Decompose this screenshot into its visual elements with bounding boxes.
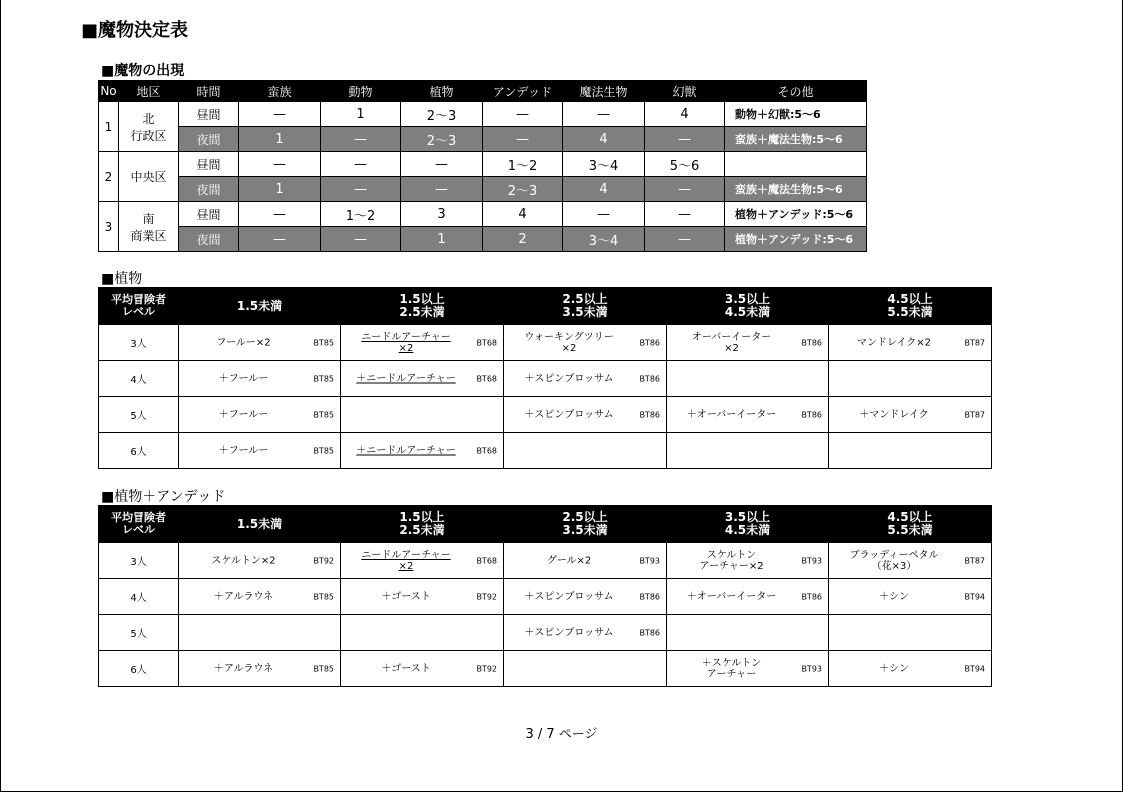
book-reference: BT85 [313,338,334,347]
monster-name: ＋ゴースト [381,591,431,602]
roll-cell: 5〜6 [645,152,725,177]
monster-cell [504,615,667,651]
roll-cell: — [321,227,401,252]
column-header: 1.5未満 [179,506,341,543]
roll-cell: 1 [321,102,401,127]
monster-name: ＋スピンブロッサム [524,373,614,384]
other-cell: 植物＋アンデッド:5〜6 [725,202,867,227]
district-number: 3 [99,202,119,252]
book-reference: BT92 [313,556,334,565]
roll-cell: 2 [483,227,563,252]
column-header: No [99,81,119,102]
table-row [99,433,992,469]
monster-name: ＋アルラウネ [213,591,274,602]
monster-name: ＋ニードルアーチャー [356,373,456,384]
monster-cell [667,361,829,397]
book-reference: BT85 [313,410,334,419]
time-cell: 昼間 [179,152,239,177]
monster-cell [504,651,667,687]
other-cell: 動物＋幻獣:5〜6 [725,102,867,127]
roll-cell: 1 [401,227,483,252]
monster-cell [667,543,829,579]
monster-name: ＋マンドレイク [859,409,929,420]
table-row [99,152,867,177]
roll-cell: — [321,152,401,177]
monster-cell [667,433,829,469]
district-number: 1 [99,102,119,152]
monster-cell [179,361,341,397]
roll-cell: — [401,152,483,177]
column-header: 動物 [321,81,401,102]
column-header: 1.5以上 2.5未満 [341,506,504,543]
book-reference: BT93 [801,556,822,565]
monster-cell [829,579,992,615]
district-name: 中央区 [119,152,179,202]
column-header: 幻獣 [645,81,725,102]
party-size-cell: 4人 [99,579,179,615]
book-reference: BT94 [964,664,985,673]
time-cell: 昼間 [179,102,239,127]
monster-name: ＋スピンブロッサム [524,409,614,420]
roll-cell: 2〜3 [401,127,483,152]
roll-cell: 3〜4 [563,227,645,252]
book-reference: BT87 [964,556,985,565]
book-reference: BT92 [476,592,497,601]
column-header: 時間 [179,81,239,102]
book-reference: BT68 [476,374,497,383]
table-row [99,102,867,127]
monster-cell [179,433,341,469]
monster-cell [341,651,504,687]
monster-cell [341,615,504,651]
district-number: 2 [99,152,119,202]
column-header: 3.5以上 4.5未満 [667,288,829,325]
monster-cell [829,543,992,579]
monster-cell [341,579,504,615]
table-row [99,543,992,579]
monster-cell [504,325,667,361]
roll-cell: — [645,227,725,252]
monster-cell [829,361,992,397]
other-cell: 蛮族＋魔法生物:5〜6 [725,127,867,152]
column-header: 1.5以上 2.5未満 [341,288,504,325]
time-cell: 夜間 [179,177,239,202]
other-cell: 植物＋アンデッド:5〜6 [725,227,867,252]
column-header: 植物 [401,81,483,102]
table-row [99,651,992,687]
monster-name: ＋スケルトン アーチャー [701,657,762,680]
monster-cell [504,543,667,579]
party-size-cell: 5人 [99,615,179,651]
column-header: 地区 [119,81,179,102]
district-name: 北 行政区 [119,102,179,152]
column-header: 平均冒険者 レベル [99,288,179,325]
roll-cell: 1〜2 [321,202,401,227]
table-row [99,579,992,615]
table-row [99,397,992,433]
monster-cell [341,433,504,469]
other-cell [725,152,867,177]
monster-cell [829,397,992,433]
page-title: ■魔物決定表 [81,20,189,41]
district-name: 南 商業区 [119,202,179,252]
book-reference: BT86 [801,410,822,419]
monster-cell [341,397,504,433]
party-size-cell: 5人 [99,397,179,433]
book-reference: BT86 [639,628,660,637]
roll-cell: 2〜3 [483,177,563,202]
roll-cell: 3〜4 [563,152,645,177]
roll-cell: 4 [483,202,563,227]
monster-cell [667,325,829,361]
column-header: 2.5以上 3.5未満 [504,506,667,543]
party-size-cell: 4人 [99,361,179,397]
book-reference: BT93 [801,664,822,673]
column-header: 4.5以上 5.5未満 [829,288,992,325]
monster-name: マンドレイク×2 [856,337,932,348]
roll-cell: 1〜2 [483,152,563,177]
roll-cell: 3 [401,202,483,227]
monster-cell [179,579,341,615]
book-reference: BT85 [313,664,334,673]
roll-cell: 4 [563,127,645,152]
monster-name: グール×2 [546,555,592,566]
monster-name: ニードルアーチャー ×2 [361,331,451,354]
plant-undead-section-title: ■植物＋アンデッド [101,489,226,505]
monster-cell [829,433,992,469]
roll-cell: 2〜3 [401,102,483,127]
book-reference: BT68 [476,446,497,455]
monster-name: ＋アルラウネ [213,663,274,674]
monster-name: ＋オーバーイーター [686,409,777,420]
monster-name: ＋ニードルアーチャー [356,445,456,456]
monster-cell [504,579,667,615]
monster-cell [829,615,992,651]
monster-name: ＋スピンブロッサム [524,627,614,638]
book-reference: BT86 [801,592,822,601]
book-reference: BT85 [313,592,334,601]
roll-cell: — [563,102,645,127]
monster-cell [829,651,992,687]
column-header: 蛮族 [239,81,321,102]
monster-cell [667,397,829,433]
party-size-cell: 6人 [99,651,179,687]
monster-name: ＋スピンブロッサム [524,591,614,602]
roll-cell: — [483,127,563,152]
table-row [99,127,867,152]
book-reference: BT86 [639,410,660,419]
book-reference: BT68 [476,338,497,347]
column-header: 1.5未満 [179,288,341,325]
monster-cell [341,543,504,579]
monster-cell [667,579,829,615]
roll-cell: — [401,177,483,202]
monster-name: オーバーイーター ×2 [691,331,772,354]
monster-name: ＋フールー [218,373,269,384]
monster-name: ＋ゴースト [381,663,431,674]
monster-cell [667,651,829,687]
column-header: 4.5以上 5.5未満 [829,506,992,543]
book-reference: BT68 [476,556,497,565]
roll-cell: — [239,152,321,177]
monster-name: ＋オーバーイーター [686,591,777,602]
time-cell: 夜間 [179,227,239,252]
book-reference: BT92 [476,664,497,673]
book-reference: BT93 [639,556,660,565]
monster-name: ＋シン [879,591,909,602]
column-header: アンデッド [483,81,563,102]
book-reference: BT87 [964,338,985,347]
table-row [99,177,867,202]
book-reference: BT87 [964,410,985,419]
roll-cell: 4 [645,102,725,127]
monster-cell [179,397,341,433]
page-number: 3 / 7 ページ [525,727,598,742]
plant-undead-table [98,505,992,687]
roll-cell: — [321,127,401,152]
table-row [99,615,992,651]
roll-cell: — [645,202,725,227]
book-reference: BT94 [964,592,985,601]
roll-cell: — [239,202,321,227]
monster-cell [179,651,341,687]
monster-name: ＋フールー [218,409,269,420]
book-reference: BT86 [639,592,660,601]
table-row [99,361,992,397]
monster-cell [504,433,667,469]
monster-cell [341,325,504,361]
monster-cell [829,325,992,361]
plant-section-title: ■植物 [101,271,143,287]
monster-name: スケルトン×2 [211,555,276,566]
monster-name: ＋シン [879,663,909,674]
roll-cell: 4 [563,177,645,202]
monster-name: ニードルアーチャー ×2 [361,549,451,572]
table-row [99,325,992,361]
table-row [99,227,867,252]
roll-cell: — [645,177,725,202]
column-header: 3.5以上 4.5未満 [667,506,829,543]
monster-cell [179,543,341,579]
roll-cell: — [483,102,563,127]
monster-name: スケルトン アーチャー×2 [699,549,764,572]
book-reference: BT86 [801,338,822,347]
monster-name: ブラッディーペタル （花×3） [849,549,939,572]
plant-table [98,287,992,469]
column-header: 2.5以上 3.5未満 [504,288,667,325]
roll-cell: — [645,127,725,152]
time-cell: 夜間 [179,127,239,152]
monster-name: フールー×2 [216,337,271,348]
monster-cell [179,325,341,361]
book-reference: BT85 [313,446,334,455]
monster-cell [504,397,667,433]
book-reference: BT86 [639,374,660,383]
appearance-table [98,80,867,252]
roll-cell: — [239,227,321,252]
roll-cell: 1 [239,127,321,152]
monster-cell [504,361,667,397]
party-size-cell: 3人 [99,325,179,361]
appearance-section-title: ■魔物の出現 [101,63,185,79]
column-header: 魔法生物 [563,81,645,102]
roll-cell: — [321,177,401,202]
book-reference: BT85 [313,374,334,383]
roll-cell: 1 [239,177,321,202]
column-header: 平均冒険者 レベル [99,506,179,543]
monster-name: ＋フールー [218,445,269,456]
monster-cell [341,361,504,397]
roll-cell: — [563,202,645,227]
roll-cell: — [239,102,321,127]
table-row [99,202,867,227]
party-size-cell: 3人 [99,543,179,579]
column-header: その他 [725,81,867,102]
monster-cell [179,615,341,651]
time-cell: 昼間 [179,202,239,227]
other-cell: 蛮族＋魔法生物:5〜6 [725,177,867,202]
party-size-cell: 6人 [99,433,179,469]
monster-name: ウォーキングツリー ×2 [524,331,614,354]
book-reference: BT86 [639,338,660,347]
monster-cell [667,615,829,651]
